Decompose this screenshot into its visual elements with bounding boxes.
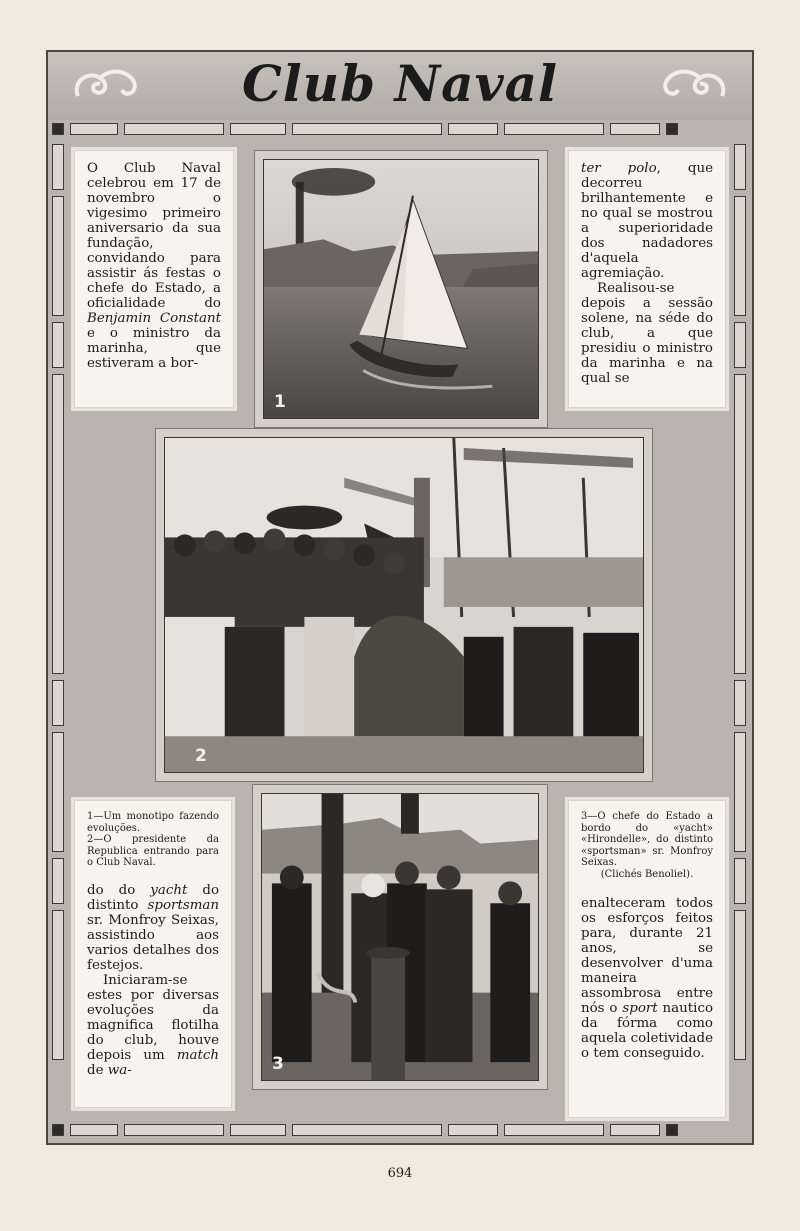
right-ornament-strip (734, 144, 748, 1113)
photo-2-number: 2 (195, 746, 207, 766)
text-bottom-left-c: do distinto (87, 882, 220, 913)
text-top-left-c: e o ministro da marinha, que estiveram a bor- (87, 326, 221, 371)
water-polo-term: ter polo (581, 161, 657, 176)
article-text-bottom-right (568, 800, 726, 1118)
yacht-deck-image (262, 794, 538, 1080)
photo-1-number: 1 (274, 392, 286, 412)
bottom-ornament-band (52, 1123, 748, 1137)
article-text-top-right (568, 150, 726, 408)
sportsman-term: sportsman (147, 897, 219, 913)
page-title: Club Naval (241, 54, 559, 113)
ship-name: Benjamin Constant (87, 311, 221, 326)
text-bottom-left-h: de (87, 1062, 108, 1078)
photo-1-frame (254, 150, 548, 428)
caption-photo-2: 2—O presidente da Republica entrando para o Club Naval. (87, 834, 219, 868)
match-term: match (176, 1047, 219, 1063)
yacht-term: yacht (150, 882, 188, 898)
text-bottom-left-f: Iniciaram-se estes por diversas evoluções da magnifica flotilha do club, houve depois um (87, 972, 219, 1063)
sailboat-image (264, 160, 538, 418)
photo-3-number: 3 (272, 1054, 284, 1074)
article-text-bottom-left (74, 800, 232, 1108)
left-ornament-strip (52, 144, 66, 1113)
top-ornament-band (52, 122, 748, 136)
text-bottom-left-e: sr. Monfroy Seixas, assistindo aos varios detalhes dos festejos. (87, 912, 219, 973)
text-bottom-right-c: nautico da fórma como aquela coletividade o tem conseguido. (581, 1001, 713, 1061)
ceremony-image (165, 438, 643, 772)
photo-credit: (Clichés Benoliel). (600, 868, 694, 880)
text-top-right-b: , que decorreu brilhantemente e no qual se mostrou a superioridade dos nadadores d'aquela agremiação. (581, 161, 713, 281)
caption-photo-1: 1—Um monotipo fazendo evoluções. (87, 811, 219, 834)
text-top-left-a: O Club Naval celebrou em 17 de novembro o vigesimo primeiro aniversario da sua fundação, convidando para assistir ás festas o chefe do Estado, a oficialidade do (87, 161, 221, 311)
text-bottom-right-a: enalteceram todos os esforços feitos para, durante 21 anos, se desenvolver d'uma maneira assombrosa entre nós o (581, 896, 713, 1016)
text-top-right-c: Realisou-se depois a sessão solene, na séde do club, a que presidiu o ministro da marinha e na qual se (581, 281, 713, 386)
yacht-deck-photo (261, 793, 539, 1081)
scroll-ornament-right (660, 62, 730, 106)
photo-2-frame (155, 428, 653, 782)
photo-3-frame (252, 784, 548, 1090)
sailboat-photo (263, 159, 539, 419)
wa-term: wa- (107, 1062, 132, 1078)
president-arrival-photo (164, 437, 644, 773)
text-bottom-left-a: do do (87, 882, 151, 898)
caption-photo-3: 3—O chefe do Estado a bordo do «yacht» «Hirondelle», do distinto «sportsman» sr. Monfroy Seixas. (581, 811, 713, 868)
sport-term: sport (622, 1001, 658, 1016)
page-number: 694 (387, 1166, 413, 1181)
article-text-top-left (74, 150, 234, 408)
title-band (48, 52, 752, 120)
